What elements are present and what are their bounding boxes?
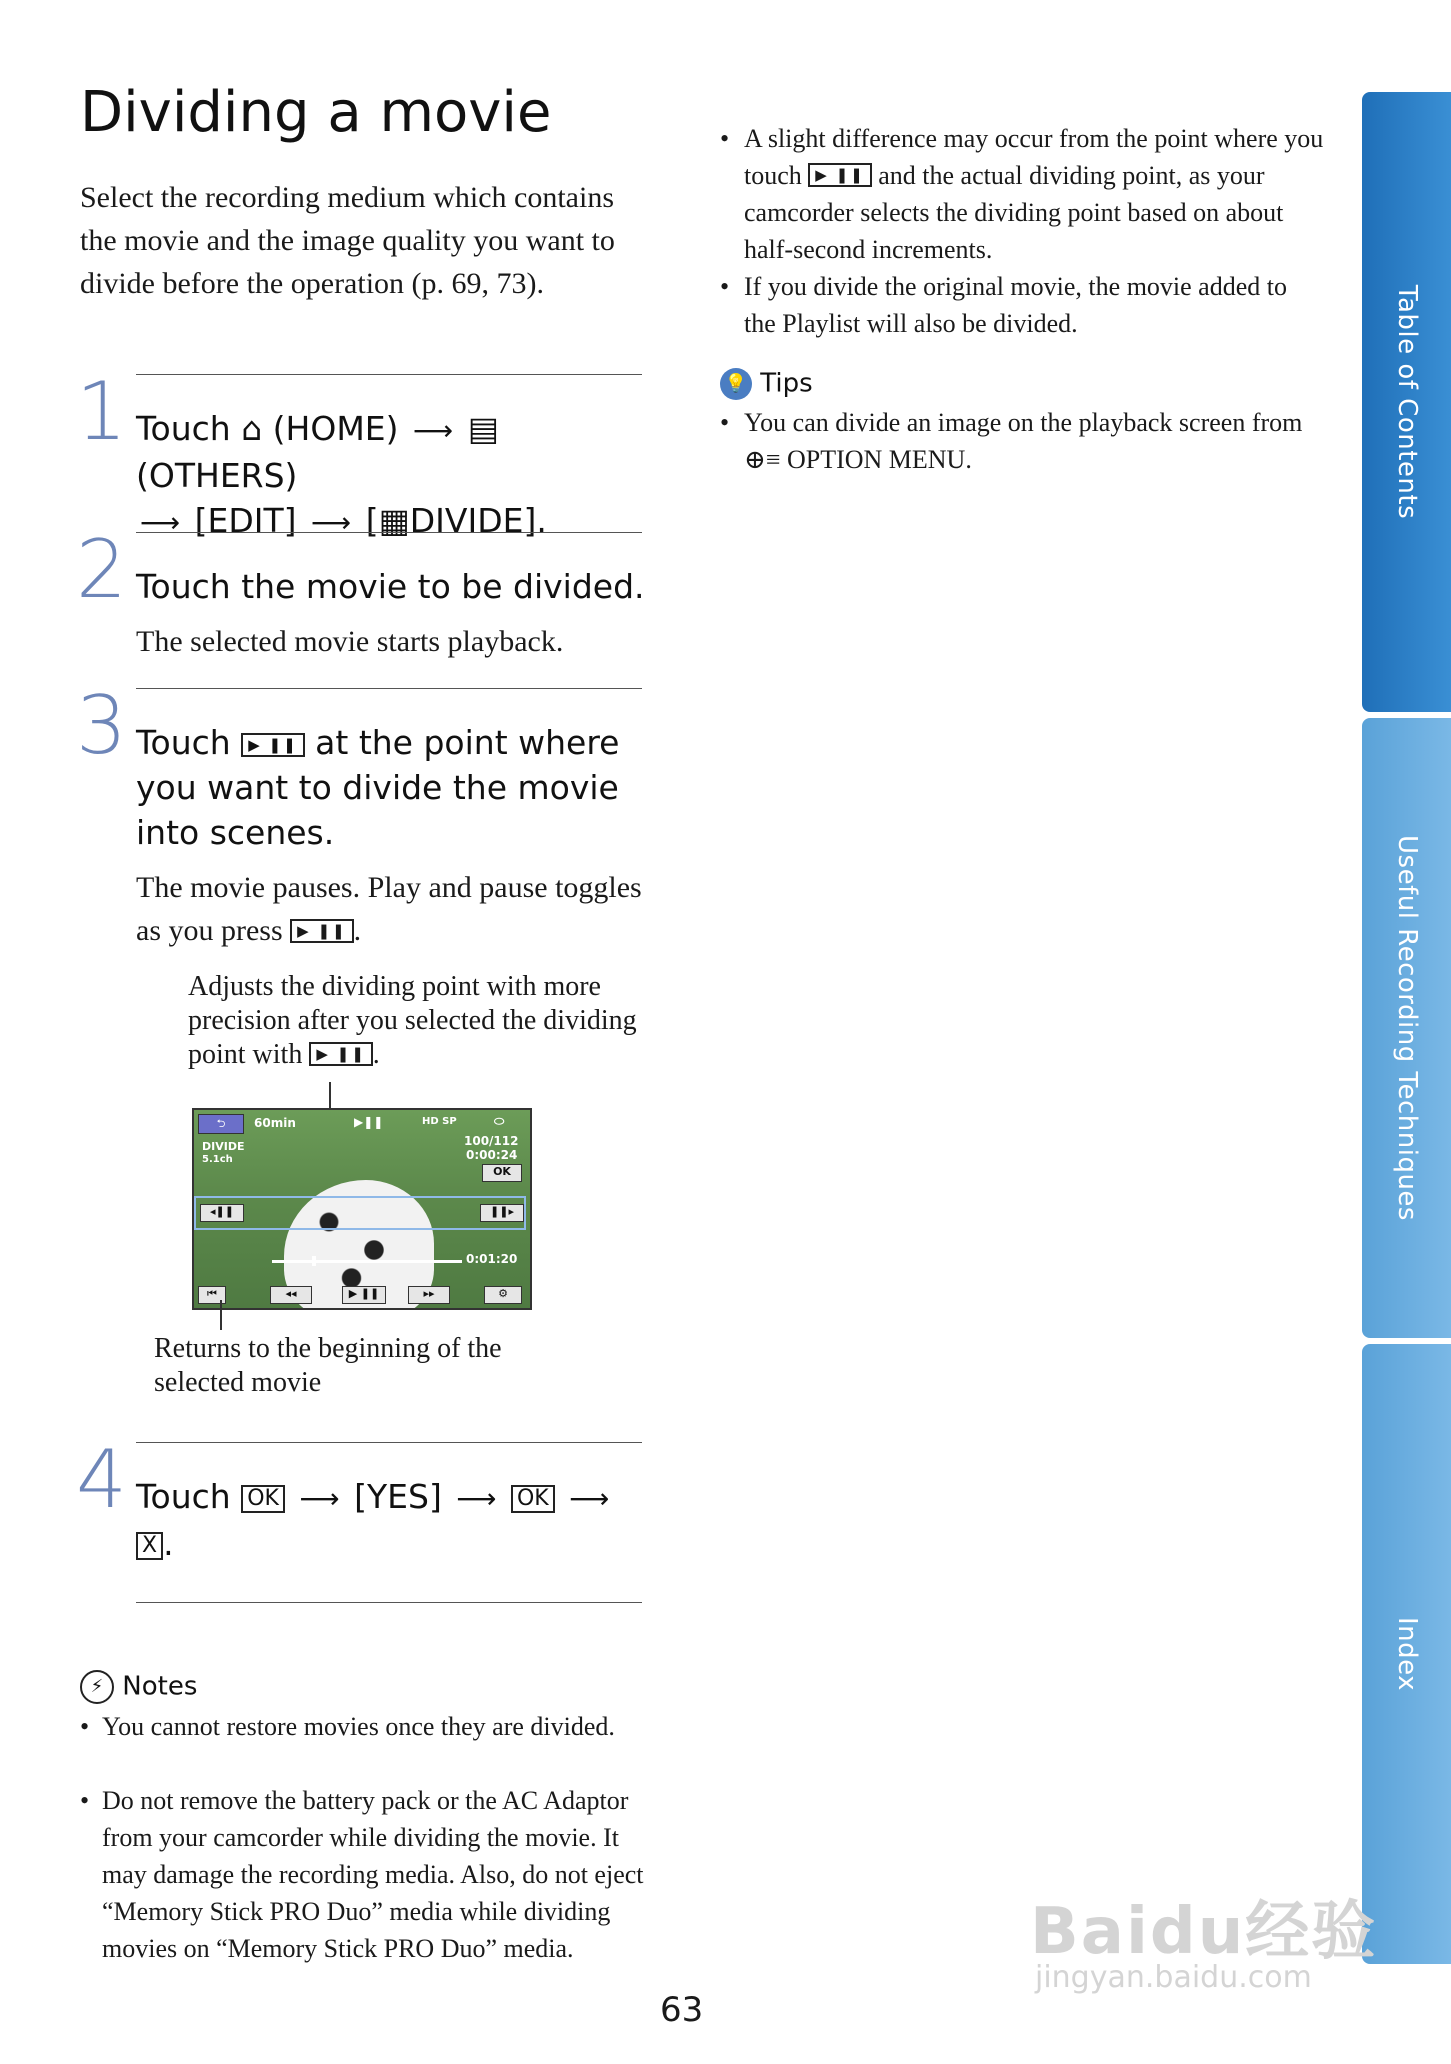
option-icon: ⊕≡ (744, 445, 781, 474)
film-icon: ▦ (378, 501, 410, 540)
divider (136, 1442, 642, 1443)
arrow-icon: ⟶ (311, 506, 352, 539)
audio-indicator: 5.1ch (202, 1154, 233, 1165)
beginning-button[interactable]: ⏮ (198, 1286, 226, 1304)
bullet: • (720, 272, 730, 301)
bullet: • (80, 1712, 90, 1741)
fast-forward-button[interactable]: ▸▸ (408, 1286, 450, 1304)
step-4-instruction: Touch OK ⟶ [YES] ⟶ OK ⟶ X . (136, 1477, 610, 1563)
divider (136, 1602, 642, 1603)
step-number: 3 (76, 679, 127, 772)
notes-heading: ⚡ Notes (80, 1670, 197, 1704)
play-pause-icon: ▶ ❚❚ (290, 919, 353, 943)
arrow-icon: ⟶ (299, 1482, 340, 1515)
option-button[interactable]: ⚙ (484, 1286, 522, 1304)
page-title: Dividing a movie (80, 80, 552, 145)
divider (136, 374, 642, 375)
home-icon: ⌂ (241, 409, 263, 448)
arrow-icon: ⟶ (413, 414, 454, 447)
step-number: 1 (76, 365, 127, 458)
step-2-body: The selected movie starts playback. (136, 625, 564, 658)
return-button[interactable]: ⮌ (198, 1114, 244, 1134)
arrow-icon: ⟶ (569, 1482, 610, 1515)
media-icon: ⬭ (494, 1114, 505, 1128)
tab-useful-recording-techniques[interactable]: Useful Recording Techniques (1362, 718, 1451, 1338)
progress-handle[interactable] (312, 1256, 316, 1266)
frame-back-button[interactable]: ◂❚❚ (200, 1204, 244, 1222)
quality-indicator: HD SP (422, 1116, 457, 1127)
callout-line (220, 1300, 222, 1330)
scene-counter: 100/112 (464, 1134, 519, 1148)
tab-index[interactable]: Index (1362, 1344, 1451, 1964)
arrow-icon: ⟶ (140, 506, 181, 539)
callout-beginning: Returns to the beginning of the selected movie (154, 1333, 502, 1398)
play-pause-icon: ▶ ❚❚ (309, 1042, 372, 1066)
note-item: A slight difference may occur from the point where you touch ▶ ❚❚ and the actual dividing point, as your camcorder selects the dividing point based on about half-second increments. (744, 124, 1324, 264)
bar-time: 0:01:20 (466, 1252, 518, 1266)
play-pause-icon: ▶ ❚❚ (241, 733, 304, 757)
battery-indicator: 60min (254, 1116, 296, 1130)
bullet: • (720, 124, 730, 153)
callout-precision: Adjusts the dividing point with more precision after you selected the dividing point with ▶ ❚❚ . (188, 971, 637, 1070)
lightbulb-icon: 💡 (720, 368, 752, 400)
tips-heading: 💡 Tips (720, 368, 813, 400)
ok-key: OK (241, 1485, 285, 1513)
time-counter: 0:00:24 (466, 1148, 518, 1162)
note-item: Do not remove the battery pack or the AC Adaptor from your camcorder while dividing the movie. It may damage the recording media. Also, do not eject “Memory Stick PRO Duo” media while dividing movies on “Memory Stick PRO Duo” media. (102, 1786, 644, 1963)
progress-bar[interactable] (272, 1260, 462, 1263)
tab-table-of-contents[interactable]: Table of Contents (1362, 92, 1451, 712)
play-pause-button[interactable]: ▶ ❚❚ (342, 1286, 386, 1304)
play-pause-indicator: ▶❚❚ (354, 1115, 384, 1129)
close-icon: X (136, 1532, 163, 1560)
play-pause-icon: ▶ ❚❚ (808, 163, 871, 187)
bullet: • (80, 1786, 90, 1815)
step-3-body: The movie pauses. Play and pause toggles as you press ▶ ❚❚ . (136, 871, 642, 947)
ok-key: OK (511, 1485, 555, 1513)
note-item: You cannot restore movies once they are divided. (102, 1712, 615, 1741)
step-2-heading: Touch the movie to be divided. (136, 567, 645, 606)
intro-paragraph: Select the recording medium which contains the movie and the image quality you want to divide before the operation (p. 69, 73). (80, 181, 615, 300)
watermark-logo: Baidu经验 (1030, 1895, 1378, 1969)
step-number: 2 (76, 523, 127, 616)
rewind-button[interactable]: ◂◂ (270, 1286, 312, 1304)
divider (136, 532, 642, 533)
frame-forward-button[interactable]: ❚❚▸ (480, 1204, 524, 1222)
tip-item: You can divide an image on the playback screen from ⊕≡ OPTION MENU. (744, 408, 1303, 474)
divider (136, 688, 642, 689)
bullet: • (720, 408, 730, 437)
page-number: 63 (660, 1990, 704, 2030)
note-item: If you divide the original movie, the movie added to the Playlist will also be divided. (744, 272, 1287, 338)
step-number: 4 (76, 1433, 127, 1526)
step-1-instruction: Touch ⌂ (HOME) ⟶ ▤ (OTHERS) ⟶ [EDIT] ⟶ [▦DIVIDE]. (136, 406, 646, 545)
divide-label: DIVIDE (202, 1140, 245, 1153)
others-icon: ▤ (467, 409, 499, 448)
ok-button[interactable]: OK (482, 1164, 522, 1182)
arrow-icon: ⟶ (456, 1482, 497, 1515)
notes-icon: ⚡ (80, 1670, 114, 1704)
watermark-url: jingyan.baidu.com (1035, 1960, 1312, 1995)
step-3-heading: Touch ▶ ❚❚ at the point where you want to divide the movie into scenes. (136, 723, 620, 852)
camcorder-screen (192, 1108, 532, 1310)
